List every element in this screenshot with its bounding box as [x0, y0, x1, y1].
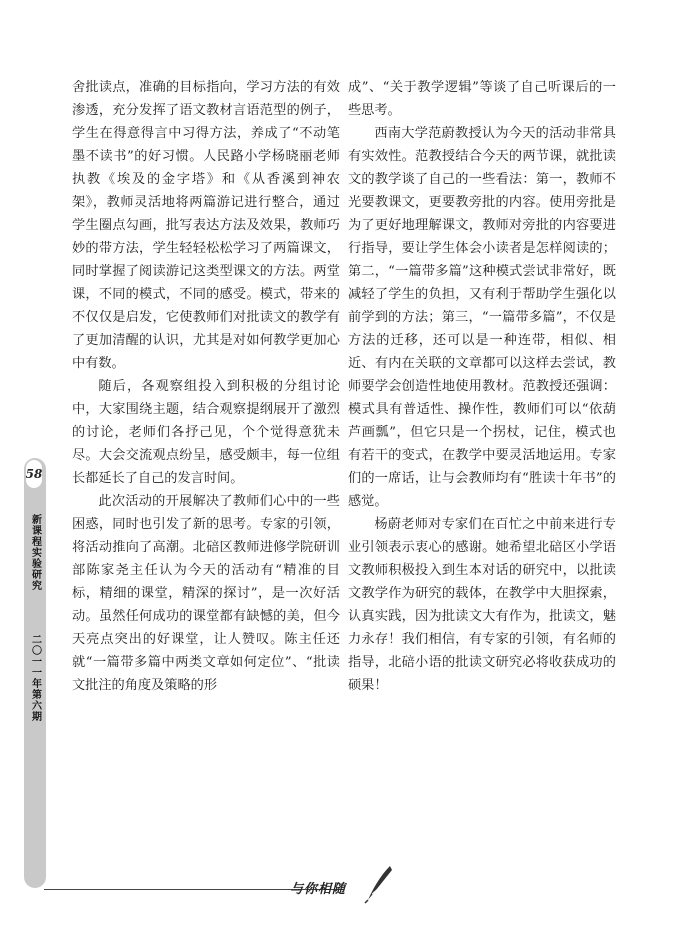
- paragraph: 成”、“关于教学逻辑”等谈了自己听课后的一些思考。: [348, 80, 616, 118]
- issue-info: 二〇一一年第六期: [29, 634, 41, 722]
- page-number: 58: [26, 460, 42, 488]
- paragraph: 舍批读点，准确的目标指向，学习方法的有效渗透，充分发挥了语文教材言语范型的例子，学生在得意得言中习得方法，养成了“不动笔墨不读书”的好习惯。人民路小学杨晓丽老师执教《埃及的金字塔》和《从香溪到神农架》，教师灵活地将两篇游记进行整合，通过学生圈点勾画，批写表达方法及效果，教师巧妙的带方法，学生轻轻松松学习了两篇课文，同时掌握了阅读游记这类型课文的方法。两堂课，不同的模式，不同的感受。模式，带来的不仅仅是启发，它使教师们对批读文的教学有了更加清醒的认识，尤其是对如何教学更加心中有数。: [72, 80, 340, 371]
- right-column: [348, 76, 616, 697]
- left-column: [72, 76, 340, 697]
- paragraph: 随后，各观察组投入到积极的分组讨论中，大家围绕主题，结合观察提纲展开了激烈的讨论，老师们各抒己见，个个觉得意犹未尽。大会交流观点纷呈，感受颇丰，每一位组长都延长了自己的发言时间。: [72, 379, 340, 486]
- footer-title: 与你相随: [290, 882, 347, 897]
- quill-pen-icon: [360, 864, 400, 904]
- paragraph: 西南大学范蔚教授认为今天的活动非常具有实效性。范教授结合今天的两节课，就批读文的教学谈了自己的一些看法：第一，教师不光要教课文，更要教旁批的内容。使用旁批是为了更好地理解课文，教师对旁批的内容要进行指导，要让学生体会小读者是怎样阅读的；第二，“一篇带多篇”这种模式尝试非常好，既减轻了学生的负担，又有利于帮助学生强化以前学到的方法；第三，“一篇带多篇”，不仅是方法的迁移，还可以是一种连带，相似、相近、有内在关联的文章都可以这样去尝试，教师要学会创造性地使用教材。范教授还强调：模式具有普适性、操作性，教师们可以“依葫芦画瓢”，但它只是一个拐杖，记住，模式也有若干的变式，在教学中要灵活地运用。专家们的一席话，让与会教师均有“胜读十年书”的感觉。: [348, 126, 616, 509]
- paragraph: 杨蔚老师对专家们在百忙之中前来进行专业引领表示衷心的感谢。她希望北碚区小学语文教师积极投入到生本对话的研究中，以批读文教学作为研究的载体，在教学中大胆探索，认真实践，因为批读文大有作为，批读文，魅力永存！我们相信，有专家的引领，有名师的指导，北碚小语的批读文研究必将收获成功的硕果！: [348, 517, 616, 693]
- paragraph: 此次活动的开展解决了教师们心中的一些困惑，同时也引发了新的思考。专家的引领，将活动推向了高潮。北碚区教师进修学院研训部陈家尧主任认为今天的活动有“精准的目标，精细的课堂，精深的探讨”，是一次好活动。虽然任何成功的课堂都有缺憾的美，但今天亮点突出的好课堂，让人赞叹。陈主任还就“一篇带多篇中两类文章如何定位”、“批读文批注的角度及策略的形: [72, 494, 340, 693]
- sidebar-tab: [24, 458, 46, 888]
- journal-name: 新课程实验研究: [29, 514, 41, 591]
